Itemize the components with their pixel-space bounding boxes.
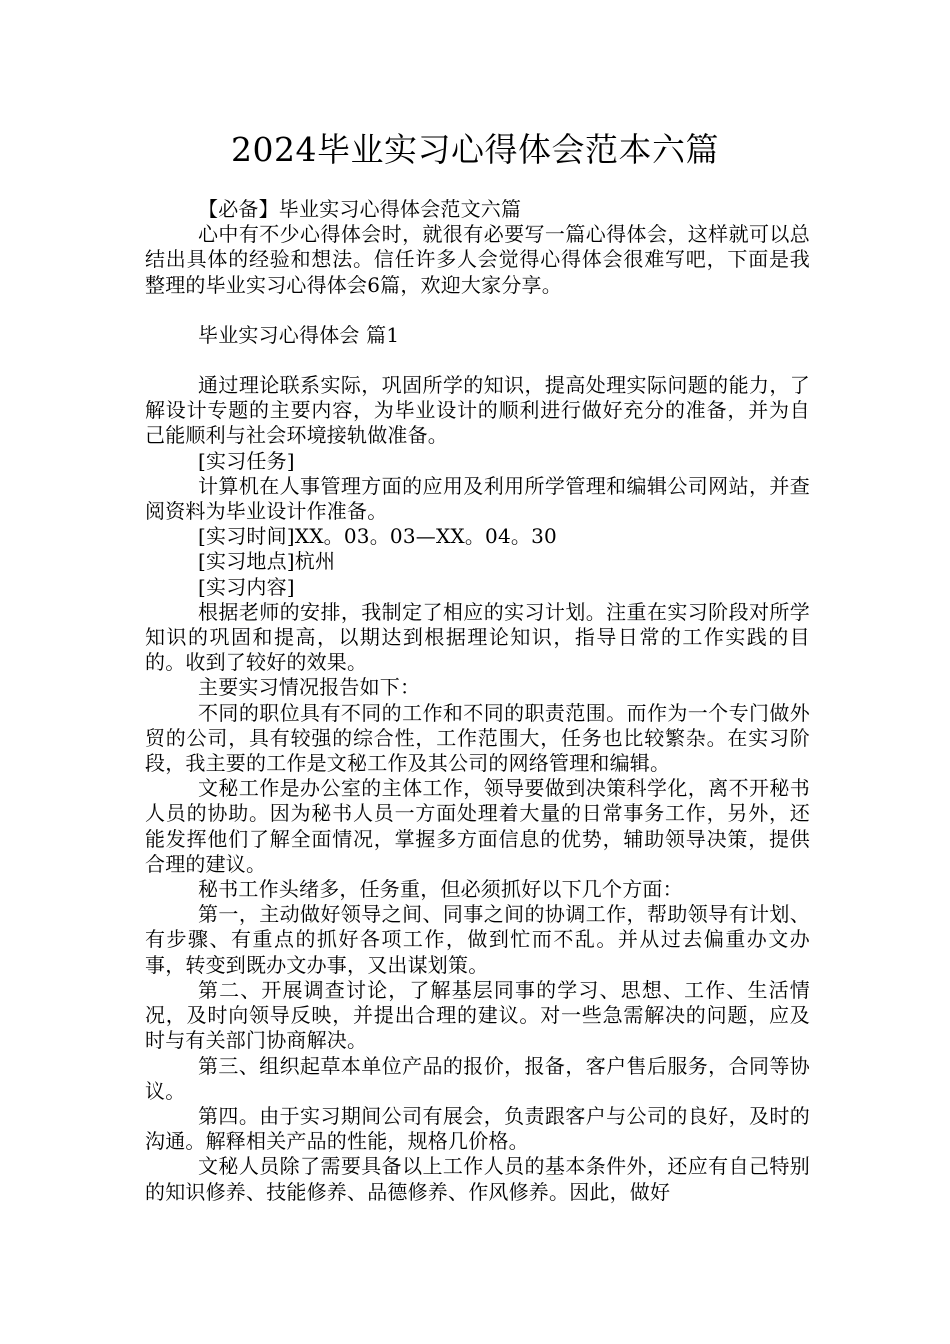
paragraph: [实习地点]杭州 — [198, 549, 336, 574]
paragraph: 第三、组织起草本单位产品的报价，报备，客户售后服务，合同等协议。 — [145, 1053, 810, 1103]
paragraph: 文秘工作是办公室的主体工作，领导要做到决策科学化，离不开秘书人员的协助。因为秘书人员一方面处理着大量的日常事务工作，另外，还能发挥他们了解全面情况，掌握多方面信息的优势，辅助领导决策，提供合理的建议。 — [145, 776, 810, 876]
section-heading: 毕业实习心得体会 篇1 — [198, 322, 400, 347]
paragraph: 计算机在人事管理方面的应用及利用所学管理和编辑公司网站，并查阅资料为毕业设计作准备。 — [145, 473, 810, 524]
paragraph: [实习内容] — [198, 574, 295, 599]
paragraph: 第一，主动做好领导之间、同事之间的协调工作，帮助领导有计划、有步骤、有重点的抓好各项工作，做到忙而不乱。并从过去偏重办文办事，转变到既办文办事，又出谋划策。 — [145, 902, 810, 977]
paragraph: 根据老师的安排，我制定了相应的实习计划。注重在实习阶段对所学知识的巩固和提高，以期达到根据理论知识，指导日常的工作实践的目的。收到了较好的效果。 — [145, 599, 810, 675]
paragraph-intro: 心中有不少心得体会时，就很有必要写一篇心得体会，这样就可以总结出具体的经验和想法。信任许多人会觉得心得体会很难写吧，下面是我整理的毕业实习心得体会6篇，欢迎大家分享。 — [145, 222, 810, 297]
paragraph-subtitle: 【必备】毕业实习心得体会范文六篇 — [198, 197, 522, 221]
paragraph: 主要实习情况报告如下： — [198, 675, 421, 700]
paragraph: 文秘人员除了需要具备以上工作人员的基本条件外，还应有自己特别的知识修养、技能修养、品德修养、作风修养。因此，做好 — [145, 1154, 810, 1204]
paragraph: 第四。由于实习期间公司有展会，负责跟客户与公司的良好，及时的沟通。解释相关产品的性能，规格几价格。 — [145, 1103, 810, 1154]
paragraph: [实习任务] — [198, 448, 295, 473]
document-body — [145, 197, 810, 1205]
document-title: 2024毕业实习心得体会范本六篇 — [231, 130, 719, 169]
paragraph: 秘书工作头绪多，任务重，但必须抓好以下几个方面： — [198, 877, 683, 902]
paragraph: [实习时间]XX。03。03—XX。04。30 — [198, 524, 557, 549]
paragraph: 第二、开展调查讨论，了解基层同事的学习、思想、工作、生活情况，及时向领导反映，并提出合理的建议。对一些急需解决的问题，应及时与有关部门协商解决。 — [145, 977, 810, 1053]
paragraph: 不同的职位具有不同的工作和不同的职责范围。而作为一个专门做外贸的公司，具有较强的综合性，工作范围大，任务也比较繁杂。在实习阶段，我主要的工作是文秘工作及其公司的网络管理和编辑。 — [145, 700, 810, 776]
paragraph: 通过理论联系实际，巩固所学的知识，提高处理实际问题的能力，了解设计专题的主要内容，为毕业设计的顺利进行做好充分的准备，并为自己能顺利与社会环境接轨做准备。 — [145, 373, 810, 448]
